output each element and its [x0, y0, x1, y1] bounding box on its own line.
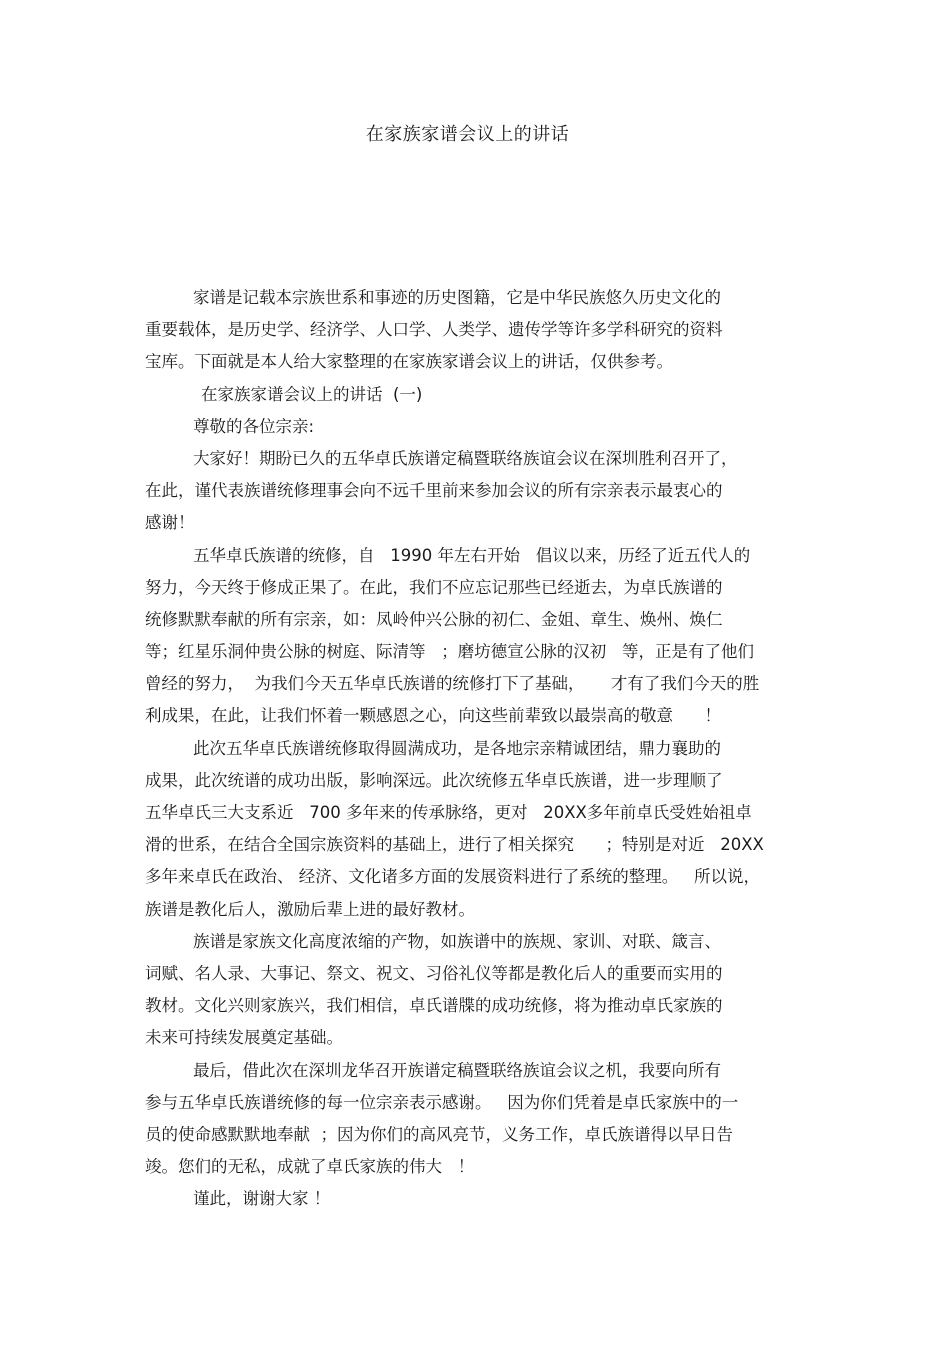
- text-line: 滑的世系，在结合全国宗族资料的基础上，进行了相关探究 ；特别是对近 20XX: [145, 835, 764, 855]
- text-line: 五华卓氏族谱的统修，自 1990 年左右开始 倡议以来，历经了近五代人的: [193, 545, 751, 565]
- text-line: 等；红星乐洞仲贵公脉的树庭、际清等 ；磨坊德宣公脉的汉初 等，正是有了他们: [145, 642, 754, 662]
- text-line: 统修默默奉献的所有宗亲，如：凤岭仲兴公脉的初仁、金姐、章生、焕州、焕仁: [145, 609, 723, 629]
- text-line: 宝库。下面就是本人给大家整理的在家族家谱会议上的讲话，仅供参考。: [145, 352, 673, 372]
- text-line: 曾经的努力， 为我们今天五华卓氏族谱的统修打下了基础， 才有了我们今天的胜: [145, 674, 760, 694]
- text-line: 五华卓氏三大支系近 700 多年来的传承脉络，更对 20XX多年前卓氏受姓始祖卓: [145, 803, 752, 822]
- text-line: 成果，此次统谱的成功出版，影响深远。此次统修五华卓氏族谱，进一步理顺了: [145, 770, 723, 790]
- text-line: 谨此，谢谢大家 ！: [193, 1189, 331, 1209]
- text-line: 族谱是家族文化高度浓缩的产物，如族谱中的族规、家训、对联、箴言、: [193, 931, 721, 951]
- text-line: 词赋、名人录、大事记、祭文、祝文、习俗礼仪等都是教化后人的重要而实用的: [145, 963, 723, 983]
- text-line: 最后，借此次在深圳龙华召开族谱定稿暨联络族谊会议之机，我要向所有: [193, 1060, 721, 1080]
- text-line: 参与五华卓氏族谱统修的每一位宗亲表示感谢。 因为你们凭着是卓氏家族中的一: [145, 1092, 739, 1112]
- text-line: 大家好！期盼已久的五华卓氏族谱定稿暨联络族谊会议在深圳胜利召开了，: [193, 448, 738, 468]
- text-line: 努力，今天终于修成正果了。在此，我们不应忘记那些已经逝去，为卓氏族谱的: [145, 577, 723, 597]
- text-line: 感谢！: [145, 513, 195, 533]
- text-line: 尊敬的各位宗亲:: [193, 416, 315, 436]
- document-body: [145, 282, 835, 1215]
- text-line: 利成果，在此，让我们怀着一颗感恩之心，向这些前辈致以最崇高的敬意 ！: [145, 706, 721, 726]
- text-line: 未来可持续发展奠定基础。: [145, 1028, 343, 1048]
- text-line: 此次五华卓氏族谱统修取得圆满成功，是各地宗亲精诚团结，鼎力襄助的: [193, 738, 721, 758]
- text-line: 教材。文化兴则家族兴，我们相信，卓氏谱牒的成功统修，将为推动卓氏家族的: [145, 996, 723, 1016]
- text-line: 员的使命感默默地奉献 ；因为你们的高风亮节，义务工作，卓氏族谱得以早日告: [145, 1124, 733, 1144]
- text-line: 在家族家谱会议上的讲话 (一): [201, 384, 423, 404]
- text-line: 竣。您们的无私，成就了卓氏家族的伟大 ！: [145, 1157, 475, 1177]
- text-line: 家谱是记载本宗族世系和事迹的历史图籍，它是中华民族悠久历史文化的: [193, 288, 721, 307]
- text-line: 族谱是教化后人，激励后辈上进的最好教材。: [145, 899, 475, 919]
- text-line: 在此，谨代表族谱统修理事会向不远千里前来参加会议的所有宗亲表示最衷心的: [145, 481, 723, 501]
- text-line: 多年来卓氏在政治、 经济、文化诸多方面的发展资料进行了系统的整理。 所以说，: [145, 867, 760, 887]
- document-title: 在家族家谱会议上的讲话: [365, 124, 570, 145]
- text-line: 重要载体，是历史学、经济学、人口学、人类学、遗传学等许多学科研究的资料: [145, 320, 723, 340]
